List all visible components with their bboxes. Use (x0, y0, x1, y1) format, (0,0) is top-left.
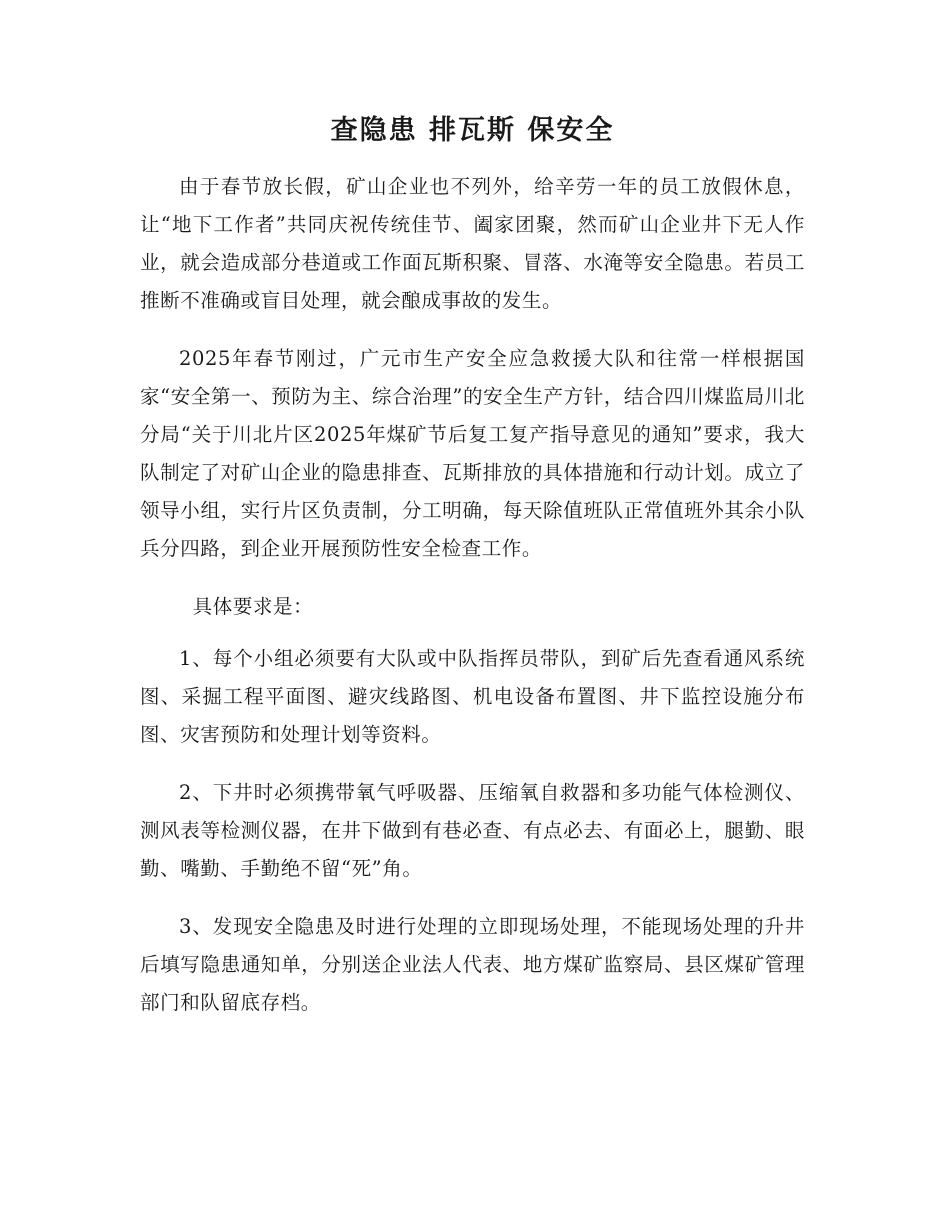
document-title: 查隐患 排瓦斯 保安全 (330, 115, 615, 146)
paragraph-intro: 由于春节放长假，矿山企业也不列外，给辛劳一年的员工放假休息，让“地下工作者”共同庆祝传统佳节、阖家团聚，然而矿山企业井下无人作业，就会造成部分巷道或工作面瓦斯积聚、冒落、水淹等安全隐患。若员工推断不准确或盲目处理，就会酿成事故的发生。 (140, 175, 805, 312)
paragraph-plan: 2025年春节刚过，广元市生产安全应急救援大队和往常一样根据国家“安全第一、预防为主、综合治理”的安全生产方针，结合四川煤监局川北分局“关于川北片区2025年煤矿节后复工复产指导意见的通知”要求，我大队制定了对矿山企业的隐患排查、瓦斯排放的具体措施和行动计划。成立了领导小组，实行片区负责制，分工明确，每天除值班队正常值班外其余小队兵分四路，到企业开展预防性安全检查工作。 (140, 347, 805, 560)
paragraph-requirement-1: 1、每个小组必须要有大队或中队指挥员带队，到矿后先查看通风系统图、采掘工程平面图、避灾线路图、机电设备布置图、井下监控设施分布图、灾害预防和处理计划等资料。 (140, 647, 805, 746)
paragraph-requirement-3: 3、发现安全隐患及时进行处理的立即现场处理，不能现场处理的升井后填写隐患通知单，分别送企业法人代表、地方煤矿监察局、县区煤矿管理部门和队留底存档。 (140, 915, 805, 1014)
document-page (140, 108, 805, 1042)
paragraph-requirements-heading: 具体要求是： (192, 595, 314, 618)
paragraph-requirement-2: 2、下井时必须携带氧气呼吸器、压缩氧自救器和多功能气体检测仪、测风表等检测仪器，在井下做到有巷必查、有点必去、有面必上，腿勤、眼勤、嘴勤、手勤绝不留“死”角。 (140, 781, 805, 880)
